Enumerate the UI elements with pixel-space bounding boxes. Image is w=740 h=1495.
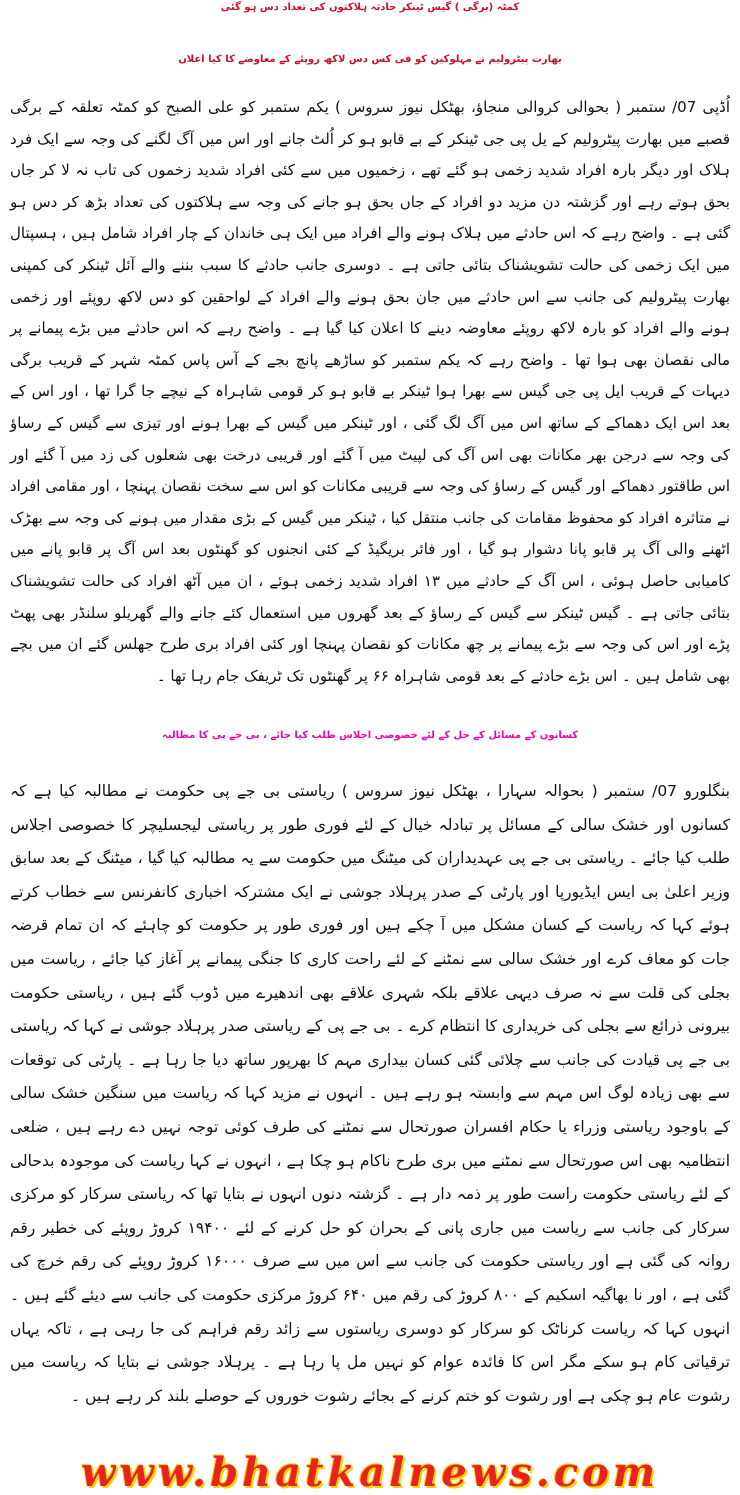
article-tanker-accident: اُڈپی 07/ ستمبر ( بحوالی کروالی منجاؤ، بھٹکل نیوز سروس ) یکم ستمبر کو علی الصبح کو کمٹہ تعلقہ کے برگی قصبے میں بھارت پیٹرولیم کے یل پی جی ٹینکر کے بے قابو ہو کر اُلٹ جانے اور اس میں آگ لگنے کی وجہ سے ایک فرد ہلاک اور دیگر بارہ افراد شدید زخمی ہو گئے تھے ، زخمیوں میں سے کئی افراد شدید زخموں کی تاب نہ لا کر جاں بحق ہوتے رہے اور گزشتہ دن مزید دو افراد کے جاں بحق ہو جانے کی وجہ سے ہلاکتوں کی تعداد بڑھ کر دس ہو گئی ہے ۔ واضح رہے کہ اس حادثے میں ہلاک ہونے والے افراد میں ایک ہی خاندان کے چار افراد شامل ہیں ، ہسپتال میں ایک زخمی کی حالت تشویشناک بتائی جاتی ہے ۔ دوسری جانب حادثے کا سبب بننے والے آئل ٹینکر کی کمپنی بھارت پیٹرولیم کی جانب سے اس حادثے میں جان بحق ہونے والے افراد کے لواحقین کو دس لاکھ روپئے اور زخمی ہونے والے افراد کو بارہ لاکھ روپئے معاوضہ دینے کا اعلان کیا گیا ہے ۔ واضح رہے کہ اس حادثے میں بڑے پیمانے پر مالی نقصان بھی ہوا تھا ۔ واضح رہے کہ یکم ستمبر کو ساڑھے پانچ بجے کے آس پاس کمٹہ شہر کے قریب برگی دیہات کے قریب ایل پی جی گیس سے بھرا ہوا ٹینکر بے قابو ہو کر قومی شاہراہ کے نیچے جا گرا تھا ، اور اس کے بعد اس ایک دھماکے کے ساتھ اس میں آگ لگ گئی ، اور ٹینکر میں گیس کے بھرا ہونے اور تیزی سے گیس کے رساؤ کی وجہ سے درجن بھر مکانات بھی اس آگ کی لپیٹ میں آ گئے اور قریبی درخت بھی شعلوں کی زد میں آ گئے اور اس طاقتور دھماکے اور گیس کے رساؤ کی وجہ سے قریبی مکانات کو اس سے سخت نقصان پہنچا ، اور مقامی افراد نے متاثرہ افراد کو محفوظ مقامات کی جانب منتقل کیا ، ٹینکر میں گیس کے بڑی مقدار میں ہونے کی وجہ سے بھڑک اٹھنے والی آگ پر قابو پانا دشوار ہو گیا ، اور فائر بریگیڈ کے کئی انجنوں کو گھنٹوں بعد اس آگ پر قابو پانے میں کامیابی حاصل ہوئی ، اس آگ کے حادثے میں ۱۳ افراد شدید زخمی ہوئے ، ان میں آٹھ افراد کی حالت تشویشناک بتائی جاتی ہے ۔ گیس ٹینکر سے گیس کے رساؤ کے بعد گھروں میں استعمال کئے جانے والے گھریلو سلنڈر بھی پھٹ پڑے اور اس کی وجہ سے بڑے پیمانے پر چھ مکانات کو نقصان پہنچا اور کئی افراد بری طرح جھلس گئے ان میں بچے بھی شامل ہیں ۔ اس بڑے حادثے کے بعد قومی شاہراہ ۶۶ پر گھنٹوں تک ٹریفک جام رہا تھا ۔ [10,98,730,685]
footer-website-url[interactable]: www.bhatkalnews.com [80,1449,660,1495]
second-headline: کسانوں کے مسائل کے حل کے لئے خصوصی اجلاس طلب کیا جائے ، بی جے پی کا مطالبہ [161,730,579,741]
article-bjp-demand: بنگلورو 07/ ستمبر ( بحوالہ سہارا ، بھٹکل نیوز سروس ) ریاستی بی جے پی حکومت نے مطالبہ کیا ہے کہ کسانوں اور خشک سالی کے مسائل پر تبادلہ خیال کے لئے فوری طور پر ریاستی لیجسلیچر کا خصوصی اجلاس طلب کیا جائے ۔ ریاستی بی جے پی عہدیداران کی میٹنگ میں حکومت سے یہ مطالبہ کیا گیا ، میٹنگ کے بعد سابق وزیر اعلیٰ بی ایس ایڈیورپا اور پارٹی کے صدر پرہلاد جوشی نے ایک مشترکہ اخباری کانفرنس سے خطاب کرتے ہوئے کہا کہ ریاست کے کسان مشکل میں آ چکے ہیں اور فوری طور پر حکومت کو چاہئے کہ ان تمام قرضہ جات کو معاف کرے اور خشک سالی سے نمٹنے کے لئے راحت کاری کا جنگی پیمانے پر آغاز کیا جائے ، ریاست میں بجلی کی قلت سے نہ صرف دیہی علاقے بلکہ شہری علاقے بھی اندھیرے میں ڈوب گئے ہیں ، ریاستی حکومت بیرونی ذرائع سے بجلی کی خریداری کا انتظام کرے ۔ بی جے پی کے ریاستی صدر پرہلاد جوشی نے کہا کہ ریاستی بی جے پی قیادت کی جانب سے چلائی گئی کسان بیداری مہم کا بھرپور ساتھ دیا جا رہا ہے ۔ پارٹی کی توقعات سے بھی زیادہ لوگ اس مہم سے وابستہ ہو رہے ہیں ۔ انہوں نے مزید کہا کہ ریاست میں سنگین خشک سالی کے باوجود ریاستی وزراء یا حکام افسران صورتحال سے نمٹنے کی طرف کوئی توجہ نہیں دے رہے ہیں ، ضلعی انتظامیہ بھی اس صورتحال سے نمٹنے میں بری طرح ناکام ہو چکا ہے ، انہوں نے کہا ریاست کی موجودہ بدحالی کے لئے ریاستی حکومت راست طور پر ذمہ دار ہے ۔ گزشتہ دنوں انہوں نے بتایا تھا کہ ریاستی سرکار کو مرکزی سرکار کی جانب سے ریاست میں جاری پانی کے بحران کو حل کرنے کے لئے ۱۹۴۰۰ کروڑ روپئے کی خطیر رقم روانہ کی گئی ہے اور ریاستی حکومت کی جانب سے اس میں سے صرف ۱۶۰۰۰ کروڑ روپئے کی رقم خرچ کی گئی ہے ، اور نا بھاگیہ اسکیم کے ۸۰۰ کروڑ کی رقم میں ۶۴۰ کروڑ مرکزی حکومت کی جانب سے دیئے گئے ہیں ۔ انہوں کہا کہ ریاست کرناٹک کو سرکار کو دوسری ریاستوں سے زائد رقم فراہم کی جا رہی ہے ، تاکہ یہاں ترقیاتی کام ہو سکے مگر اس کا فائدہ عوام کو نہیں مل پا رہا ہے ۔ پرہلاد جوشی نے بتایا کہ ریاست میں رشوت عام ہو چکی ہے اور رشوت کو ختم کرنے کے بجائے رشوت خوروں کے حوصلے بلند کر رہے ہیں ۔ [10,782,731,1405]
sub-headline: بھارت پیٹرولیم نے مہلوکین کو فی کس دس لاکھ روپئے کے معاوضے کا کیا اعلان [178,54,562,65]
top-headline: کمٹہ (برگی ) گیس ٹینکر حادثہ ہلاکتوں کی تعداد دس ہو گئی [220,2,520,13]
